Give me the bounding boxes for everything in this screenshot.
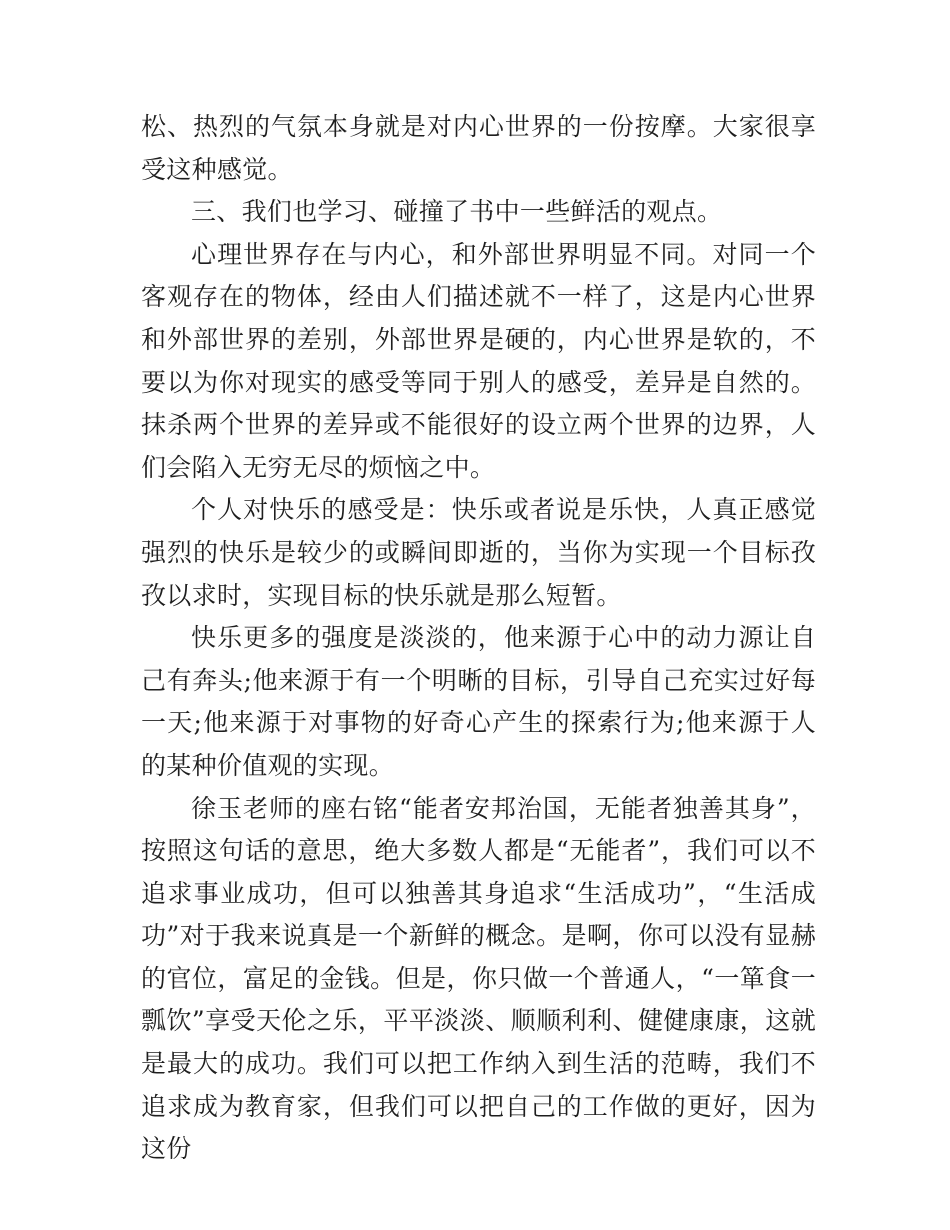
paragraph-happiness-source: 快乐更多的强度是淡淡的，他来源于心中的动力源让自己有奔头;他来源于有一个明晰的目标，引导自己充实过好每一天;他来源于对事物的好奇心产生的探索行为;他来源于人的某种价值观的实现。	[141, 623, 816, 780]
paragraph-heading-three: 三、我们也学习、碰撞了书中一些鲜活的观点。	[191, 197, 723, 227]
paragraph-continuation: 松、热烈的气氛本身就是对内心世界的一份按摩。大家很享受这种感觉。	[141, 112, 816, 184]
document-body	[141, 106, 816, 1171]
paragraph-motto: 徐玉老师的座右铭“能者安邦治国，无能者独善其身”，按照这句话的意思，绝大多数人都是“无能者”，我们可以不追求事业成功，但可以独善其身追求“生活成功”，“生活成功”对于我来说真是一个新鲜的概念。是啊，你可以没有显赫的官位，富足的金钱。但是，你只做一个普通人，“一箪食一瓢饮”享受天伦之乐，平平淡淡、顺顺利利、健健康康，这就是最大的成功。我们可以把工作纳入到生活的范畴，我们不追求成为教育家，但我们可以把自己的工作做的更好，因为这份	[141, 793, 816, 1164]
paragraph-inner-world: 心理世界存在与内心，和外部世界明显不同。对同一个客观存在的物体，经由人们描述就不一样了，这是内心世界和外部世界的差别，外部世界是硬的，内心世界是软的，不要以为你对现实的感受等同于别人的感受，差异是自然的。抹杀两个世界的差异或不能很好的设立两个世界的边界，人们会陷入无穷无尽的烦恼之中。	[141, 239, 816, 482]
paragraph-happiness-feeling: 个人对快乐的感受是：快乐或者说是乐快，人真正感觉强烈的快乐是较少的或瞬间即逝的，当你为实现一个目标孜孜以求时，实现目标的快乐就是那么短暂。	[141, 495, 816, 610]
